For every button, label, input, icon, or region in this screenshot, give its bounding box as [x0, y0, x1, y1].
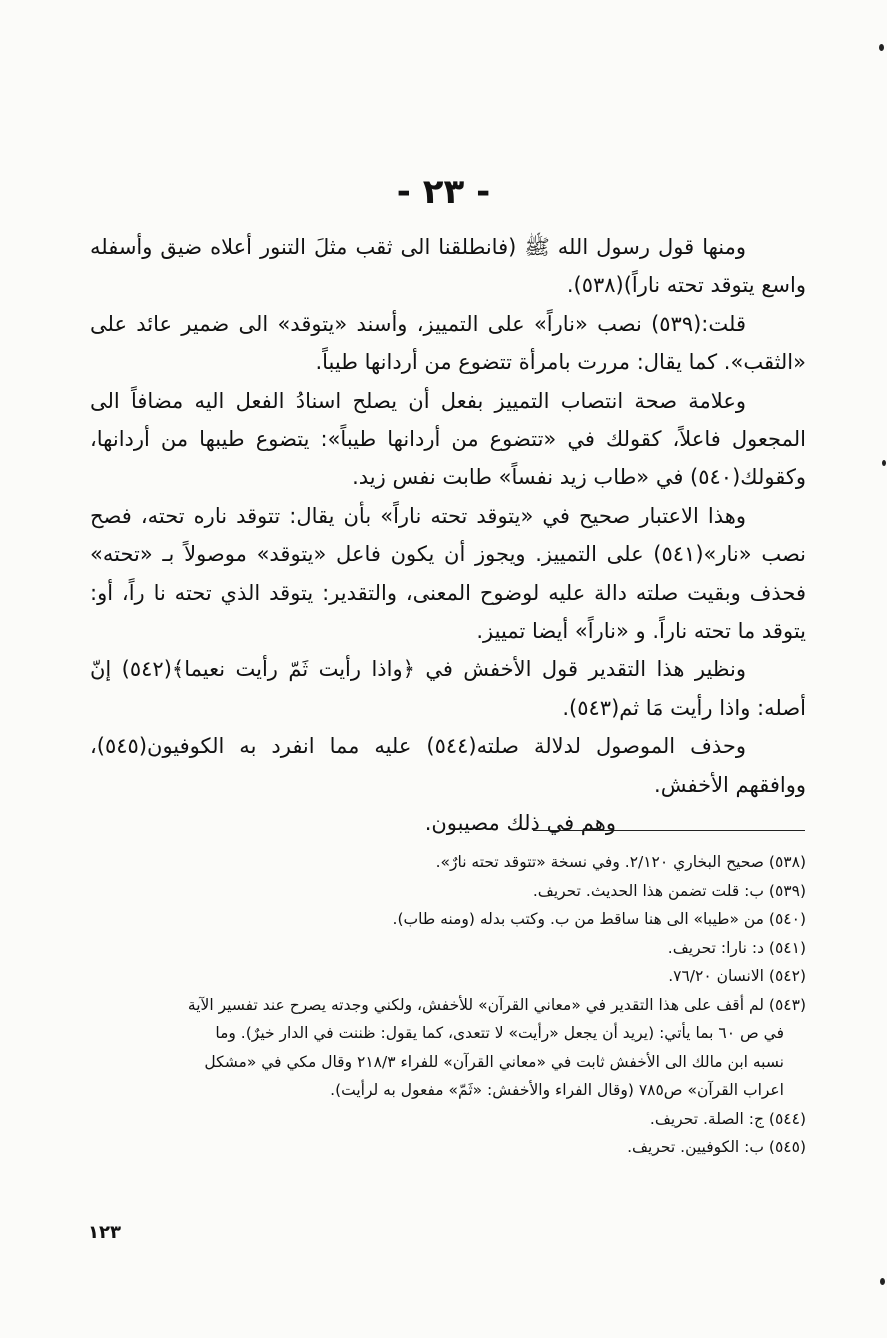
- footnote-544: (٥٤٤) ج: الصلة. تحريف.: [649, 1109, 806, 1128]
- footnote-542: (٥٤٢) الانسان ٧٦/٢٠.: [668, 967, 806, 985]
- footnote-line: في ص ٦٠ بما يأتي: (يريد أن يجعل «رأيت» لا تتعدى، كما يقول: ظننت في الدار خيرٌ). وما: [215, 1024, 784, 1042]
- scan-speck: [882, 460, 886, 466]
- footnote-545: (٥٤٥) ب: الكوفيين. تحريف.: [627, 1138, 806, 1156]
- paragraph: وحذف الموصول لدلالة صلته(٥٤٤) عليه مما انفرد به الكوفيون(٥٤٥)، ووافقهم الأخفش.: [90, 734, 806, 797]
- scan-speck: [879, 44, 884, 51]
- main-text: [90, 228, 806, 843]
- footnote-541: (٥٤١) د: نارا: تحريف.: [667, 938, 806, 957]
- footnotes: [90, 848, 806, 1162]
- paragraph: وهذا الاعتبار صحيح في «يتوقد تحته ناراً» بأن يقال: تتوقد ناره تحته، فصح نصب «نار»(٥٤١) على التمييز. ويجوز أن يكون فاعل «يتوقد» موصولاً بـ «تحته» فحذف وبقيت صلته دالة عليه لوضوح المعنى، والتقدير: يتوقد الذي تحته نا راً، أو: يتوقد ما تحته ناراً. و «ناراً» أيضا تمييز.: [90, 503, 806, 644]
- section-number: - ٢٣ -: [396, 172, 491, 212]
- closing-line: وهم في ذلك مصيبون.: [424, 811, 616, 836]
- footnote-line: نسبه ابن مالك الى الأخفش ثابت في «معاني القرآن» للفراء ٢١٨/٣ وقال مكي في «مشكل: [204, 1052, 784, 1071]
- paragraph: ونظير هذا التقدير قول الأخفش في ﴿واذا رأيت ثَمّ رأيت نعيما﴾(٥٤٢) إنّ أصله: واذا رأيت مَا ثم(٥٤٣).: [90, 657, 806, 720]
- footnote-divider: [533, 830, 805, 831]
- scan-speck: [880, 1278, 885, 1285]
- paragraph: قلت:(٥٣٩) نصب «ناراً» على التمييز، وأسند «يتوقد» الى ضمير عائد على «الثقب». كما يقال: مررت بامرأة تتضوع من أردانها طيباً.: [90, 311, 806, 375]
- footnote-539: (٥٣٩) ب: قلت تضمن هذا الحديث. تحريف.: [532, 881, 806, 900]
- footnote-line: اعراب القرآن» ص٧٨٥ (وقال الفراء والأخفش: «ثَمّ» مفعول به لرأيت).: [330, 1081, 784, 1099]
- footnote-line: (٥٤٣) لم أقف على هذا التقدير في «معاني القرآن» للأخفش، ولكني وجدته يصرح عند تفسير الآية: [187, 995, 806, 1014]
- paragraph: وعلامة صحة انتصاب التمييز بفعل أن يصلح اسنادُ الفعل اليه مضافاً الى المجعول فاعلاً، كقولك في «تتضوع من أردانها طيباً»: يتضوع طيبها من أردانها، وكقولك(٥٤٠) في «طاب زيد نفساً» طابت نفس زيد.: [90, 388, 806, 490]
- footnote-538: (٥٣٨) صحيح البخاري ٢/١٢٠. وفي نسخة «تتوقد تحته نارٌ».: [435, 853, 806, 871]
- page-number: ١٢٣: [88, 1222, 121, 1243]
- footnote-543: [90, 991, 806, 1105]
- footnote-540: (٥٤٠) من «طيبا» الى هنا ساقط من ب. وكتب بدله (ومنه طاب).: [392, 910, 806, 928]
- paragraph: ومنها قول رسول الله ﷺ (فانطلقنا الى ثقب مثلَ التنور أعلاه ضيق وأسفله واسع يتوقد تحته ناراً)(٥٣٨).: [90, 235, 806, 298]
